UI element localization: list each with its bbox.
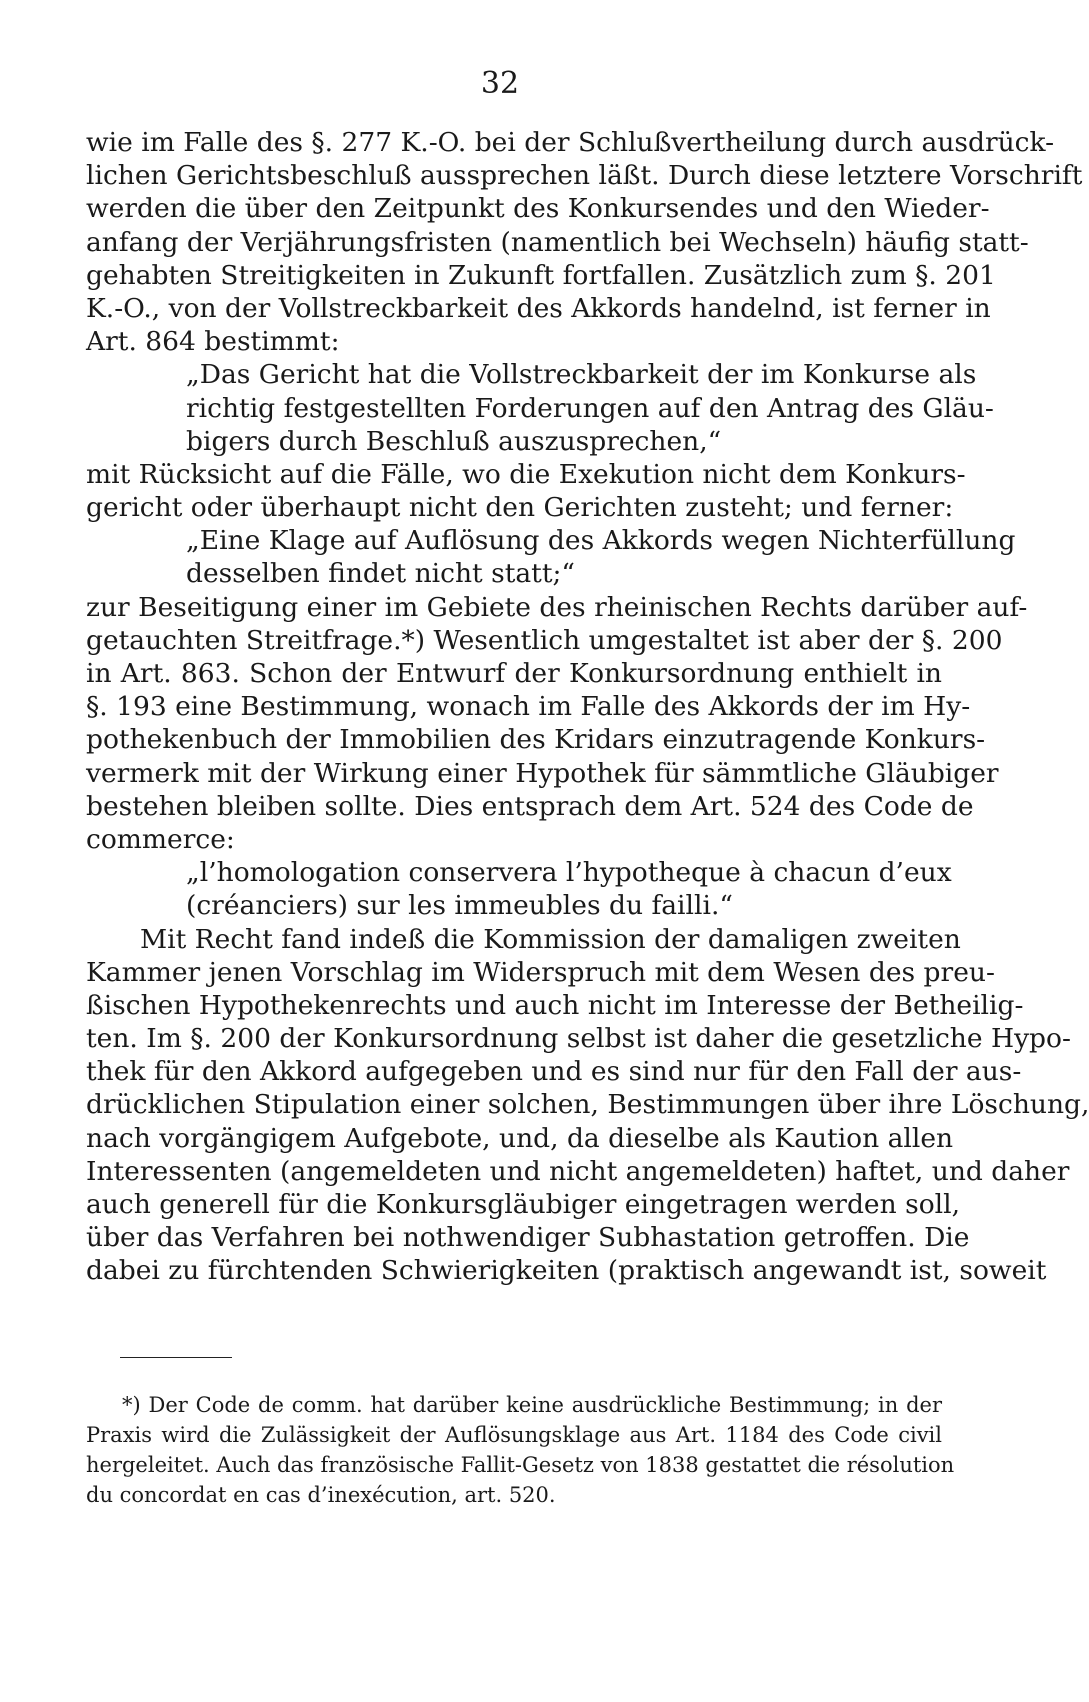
footnote-line: hergeleitet. Auch das französische Fallit-Gesetz von 1838 gestattet die résolution: [86, 1453, 955, 1477]
text-line: in Art. 863. Schon der Entwurf der Konkursordnung enthielt in: [86, 658, 942, 689]
text-line: bigers durch Beschluß auszusprechen,“: [186, 425, 722, 457]
text-line: gericht oder überhaupt nicht den Gerichten zusteht; und ferner:: [86, 492, 954, 524]
text-line: vermerk mit der Wirkung einer Hypothek für sämmtliche Gläubiger: [86, 757, 999, 789]
text-line: anfang der Verjährungsfristen (namentlich bei Wechseln) häufig statt-: [86, 226, 1029, 258]
text-line: lichen Gerichtsbeschluß aussprechen läßt. Durch diese letztere Vorschrift: [86, 160, 1083, 192]
text-line: bestehen bleiben sollte. Dies entsprach dem Art. 524 des Code de: [86, 790, 974, 822]
text-line: mit Rücksicht auf die Fälle, wo die Exekution nicht dem Konkurs-: [86, 458, 966, 490]
text-line: thek für den Akkord aufgegeben und es sind nur für den Fall der aus-: [86, 1056, 1022, 1088]
text-line: (créanciers) sur les immeubles du failli.“: [186, 890, 733, 922]
main-text-block: [86, 126, 1089, 1288]
text-line: pothekenbuch der Immobilien des Kridars einzutragende Konkurs-: [86, 724, 986, 756]
text-line: nach vorgängigem Aufgebote, und, da dieselbe als Kaution allen: [86, 1122, 954, 1154]
text-line: commerce:: [86, 823, 235, 855]
footnote-block: [86, 1390, 955, 1510]
footnote-line: Praxis wird die Zulässigkeit der Auflösungsklage aus Art. 1184 des Code civil: [86, 1423, 942, 1447]
text-line: Kammer jenen Vorschlag im Widerspruch mit dem Wesen des preu-: [86, 956, 995, 988]
text-line: Art. 864 bestimmt:: [86, 326, 340, 358]
text-line: zur Beseitigung einer im Gebiete des rheinischen Rechts darüber auf-: [86, 591, 1028, 623]
text-line: über das Verfahren bei nothwendiger Subhastation getroffen. Die: [86, 1222, 970, 1254]
text-line: „Eine Klage auf Auflösung des Akkords wegen Nichterfüllung: [186, 525, 1016, 557]
text-line: „Das Gericht hat die Vollstreckbarkeit der im Konkurse als: [186, 359, 977, 391]
footnote-line: du concordat en cas d’inexécution, art. 520.: [86, 1483, 556, 1507]
footnote-separator: [120, 1357, 232, 1358]
text-line: auch generell für die Konkursgläubiger eingetragen werden soll,: [86, 1189, 961, 1220]
text-line: „l’homologation conservera l’hypotheque à chacun d’eux: [186, 857, 952, 889]
text-line: gehabten Streitigkeiten in Zukunft fortfallen. Zusätzlich zum §. 201: [86, 259, 996, 291]
text-line: desselben findet nicht statt;“: [186, 558, 575, 590]
footnote-line: *) Der Code de comm. hat darüber keine ausdrückliche Bestimmung; in der: [122, 1393, 942, 1417]
text-line: richtig festgestellten Forderungen auf den Antrag des Gläu-: [186, 392, 994, 424]
text-line: drücklichen Stipulation einer solchen, Bestimmungen über ihre Löschung,: [86, 1089, 1089, 1121]
text-line: Interessenten (angemeldeten und nicht angemeldeten) haftet, und daher: [86, 1155, 1070, 1187]
page-number: 32: [480, 66, 520, 101]
text-line: dabei zu fürchtenden Schwierigkeiten (praktisch angewandt ist, soweit: [86, 1255, 1047, 1287]
text-line: getauchten Streitfrage.*) Wesentlich umgestaltet ist aber der §. 200: [86, 624, 1003, 656]
text-line: ßischen Hypothekenrechts und auch nicht im Interesse der Betheilig-: [86, 989, 1024, 1021]
text-line: wie im Falle des §. 277 K.-O. bei der Schlußvertheilung durch ausdrück-: [86, 127, 1055, 158]
text-line: ten. Im §. 200 der Konkursordnung selbst ist daher die gesetzliche Hypo-: [86, 1023, 1071, 1055]
text-line: K.-O., von der Vollstreckbarkeit des Akkords handelnd, ist ferner in: [86, 292, 991, 324]
text-line: werden die über den Zeitpunkt des Konkursendes und den Wieder-: [86, 193, 990, 225]
text-line: §. 193 eine Bestimmung, wonach im Falle des Akkords der im Hy-: [86, 691, 971, 723]
text-line: Mit Recht fand indeß die Kommission der damaligen zweiten: [140, 923, 961, 955]
